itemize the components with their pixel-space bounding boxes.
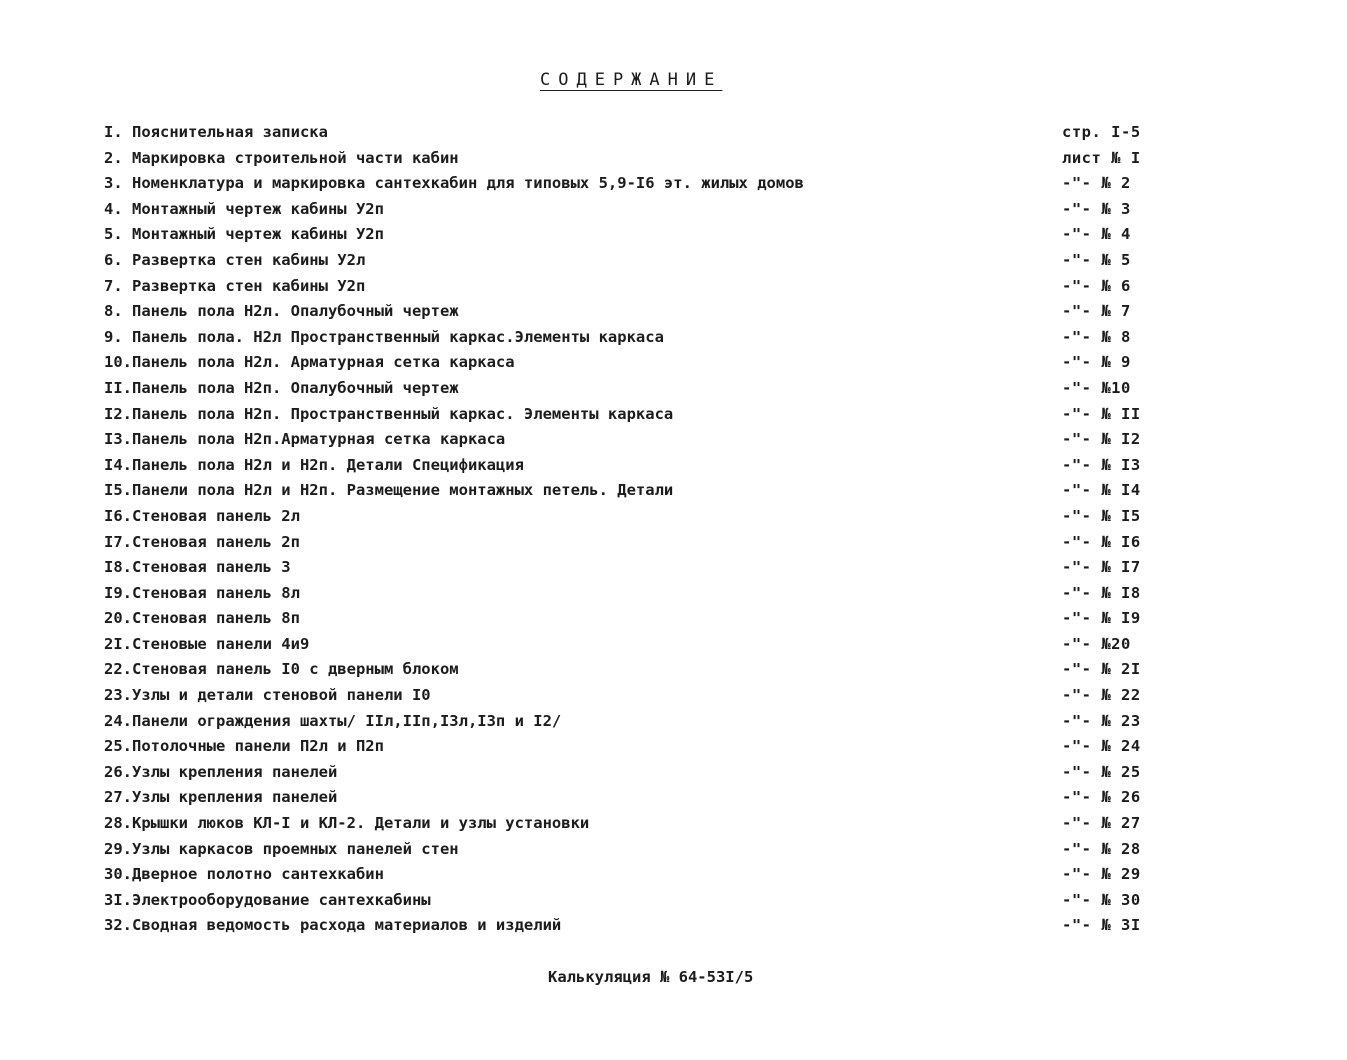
toc-entry-title: I3.Панель пола Н2п.Арматурная сетка каркаса xyxy=(104,430,506,449)
toc-entry-title: 20.Стеновая панель 8п xyxy=(104,609,300,628)
toc-entry-sheet-ref: -"- № 3I xyxy=(1062,916,1141,935)
toc-entry-title: I. Пояснительная записка xyxy=(104,123,328,141)
toc-entry-sheet-ref: -"- № 7 xyxy=(1062,302,1131,321)
toc-entry-title: 6. Развертка стен кабины У2л xyxy=(104,250,366,269)
toc-entry-sheet-ref: -"- № 26 xyxy=(1062,788,1141,807)
toc-entry xyxy=(104,146,1184,172)
toc-entry-sheet-ref: -"- № I8 xyxy=(1062,583,1141,602)
toc-entry xyxy=(104,683,1184,709)
toc-entry-title: I5.Панели пола Н2л и Н2п. Размещение монтажных петель. Детали xyxy=(104,481,674,500)
toc-entry-title: 7. Развертка стен кабины У2п xyxy=(104,276,366,295)
toc-entry-sheet-ref: -"- № 2I xyxy=(1062,660,1141,679)
toc-entry xyxy=(104,709,1184,735)
toc-entry xyxy=(104,478,1184,504)
toc-entry-sheet-ref: лист № I xyxy=(1062,148,1141,167)
toc-entry xyxy=(104,657,1184,683)
toc-entry xyxy=(104,734,1184,760)
toc-entry xyxy=(104,222,1184,248)
toc-entry-title: I2.Панель пола Н2п. Пространственный каркас. Элементы каркаса xyxy=(104,404,674,423)
toc-entry xyxy=(104,274,1184,300)
toc-entry-sheet-ref: -"- №20 xyxy=(1062,634,1131,653)
toc-entry xyxy=(104,555,1184,581)
toc-entry xyxy=(104,350,1184,376)
toc-entry xyxy=(104,632,1184,658)
toc-entry-title: 30.Дверное полотно сантехкабин xyxy=(104,865,384,884)
table-of-contents xyxy=(104,120,1184,939)
toc-entry xyxy=(104,811,1184,837)
toc-entry-title: I4.Панель пола Н2л и Н2п. Детали Спецификация xyxy=(104,455,524,474)
toc-entry-sheet-ref: -"- № 4 xyxy=(1062,225,1131,244)
toc-entry-title: 32.Сводная ведомость расхода материалов и изделий xyxy=(104,916,562,935)
toc-entry-sheet-ref: -"- № I6 xyxy=(1062,532,1141,551)
toc-entry-sheet-ref: -"- № 5 xyxy=(1062,250,1131,269)
toc-entry-title: 2. Маркировка строительной части кабин xyxy=(104,148,459,167)
toc-entry xyxy=(104,504,1184,530)
toc-entry-title: 29.Узлы каркасов проемных панелей стен xyxy=(104,839,459,858)
toc-entry-sheet-ref: -"- № I2 xyxy=(1062,430,1141,449)
toc-entry-title: 2I.Стеновые панели 4и9 xyxy=(104,634,310,653)
page-title: СОДЕРЖАНИЕ xyxy=(540,70,723,90)
toc-entry xyxy=(104,888,1184,914)
toc-entry-title: 23.Узлы и детали стеновой панели I0 xyxy=(104,686,431,705)
toc-entry xyxy=(104,171,1184,197)
toc-entry-sheet-ref: -"- № 22 xyxy=(1062,686,1141,705)
toc-entry-sheet-ref: -"- № 9 xyxy=(1062,353,1131,372)
toc-entry-sheet-ref: -"- № 24 xyxy=(1062,737,1141,756)
toc-entry-title: 5. Монтажный чертеж кабины У2п xyxy=(104,225,384,244)
toc-entry xyxy=(104,913,1184,939)
toc-entry xyxy=(104,785,1184,811)
toc-entry-title: I8.Стеновая панель 3 xyxy=(104,558,291,577)
toc-entry xyxy=(104,862,1184,888)
toc-entry xyxy=(104,453,1184,479)
toc-entry-sheet-ref: -"- № 2 xyxy=(1062,174,1131,193)
toc-entry-title: 25.Потолочные панели П2л и П2п xyxy=(104,737,384,756)
toc-entry xyxy=(104,837,1184,863)
toc-entry-sheet-ref: -"- № II xyxy=(1062,404,1141,423)
toc-entry-sheet-ref: стр. I-5 xyxy=(1062,123,1141,141)
toc-entry-sheet-ref: -"- № 8 xyxy=(1062,327,1131,346)
toc-entry-sheet-ref: -"- № 30 xyxy=(1062,890,1141,909)
toc-entry xyxy=(104,376,1184,402)
toc-entry-sheet-ref: -"- № 6 xyxy=(1062,276,1131,295)
calculation-number: Калькуляция № 64-53I/5 xyxy=(548,968,754,986)
toc-entry-title: I9.Стеновая панель 8л xyxy=(104,583,300,602)
toc-entry-sheet-ref: -"- № 25 xyxy=(1062,762,1141,781)
toc-entry-sheet-ref: -"- № I7 xyxy=(1062,558,1141,577)
toc-entry-title: 4. Монтажный чертеж кабины У2п xyxy=(104,199,384,218)
toc-entry-sheet-ref: -"- № I4 xyxy=(1062,481,1141,500)
toc-entry-sheet-ref: -"- № 27 xyxy=(1062,814,1141,833)
toc-entry-title: 3. Номенклатура и маркировка сантехкабин для типовых 5,9-I6 эт. жилых домов xyxy=(104,174,804,193)
toc-entry xyxy=(104,530,1184,556)
toc-entry xyxy=(104,325,1184,351)
toc-entry xyxy=(104,120,1184,146)
toc-entry-title: 26.Узлы крепления панелей xyxy=(104,762,338,781)
toc-entry-title: 10.Панель пола Н2л. Арматурная сетка каркаса xyxy=(104,353,515,372)
toc-entry-title: 3I.Электрооборудование сантехкабины xyxy=(104,890,431,909)
toc-entry xyxy=(104,248,1184,274)
toc-entry-sheet-ref: -"- № 29 xyxy=(1062,865,1141,884)
toc-entry-title: 24.Панели ограждения шахты/ IIл,IIп,I3л,I3п и I2/ xyxy=(104,711,562,730)
toc-entry-title: 28.Крышки люков КЛ-I и КЛ-2. Детали и узлы установки xyxy=(104,814,590,833)
toc-entry-title: I7.Стеновая панель 2п xyxy=(104,532,300,551)
toc-entry-title: 8. Панель пола Н2л. Опалубочный чертеж xyxy=(104,302,459,321)
toc-entry-sheet-ref: -"- № I9 xyxy=(1062,609,1141,628)
toc-entry xyxy=(104,760,1184,786)
toc-entry-title: 9. Панель пола. Н2л Пространственный каркас.Элементы каркаса xyxy=(104,327,664,346)
toc-entry xyxy=(104,427,1184,453)
toc-entry-sheet-ref: -"- № 23 xyxy=(1062,711,1141,730)
toc-entry xyxy=(104,197,1184,223)
toc-entry-sheet-ref: -"- № 28 xyxy=(1062,839,1141,858)
toc-entry xyxy=(104,581,1184,607)
toc-entry xyxy=(104,606,1184,632)
toc-entry xyxy=(104,299,1184,325)
toc-entry-sheet-ref: -"- № 3 xyxy=(1062,199,1131,218)
toc-entry-title: 22.Стеновая панель I0 с дверным блоком xyxy=(104,660,459,679)
toc-entry-title: II.Панель пола Н2п. Опалубочный чертеж xyxy=(104,378,459,397)
toc-entry-title: I6.Стеновая панель 2л xyxy=(104,506,300,525)
toc-entry-title: 27.Узлы крепления панелей xyxy=(104,788,338,807)
toc-entry xyxy=(104,402,1184,428)
toc-entry-sheet-ref: -"- № I5 xyxy=(1062,506,1141,525)
toc-entry-sheet-ref: -"- №10 xyxy=(1062,378,1131,397)
toc-entry-sheet-ref: -"- № I3 xyxy=(1062,455,1141,474)
